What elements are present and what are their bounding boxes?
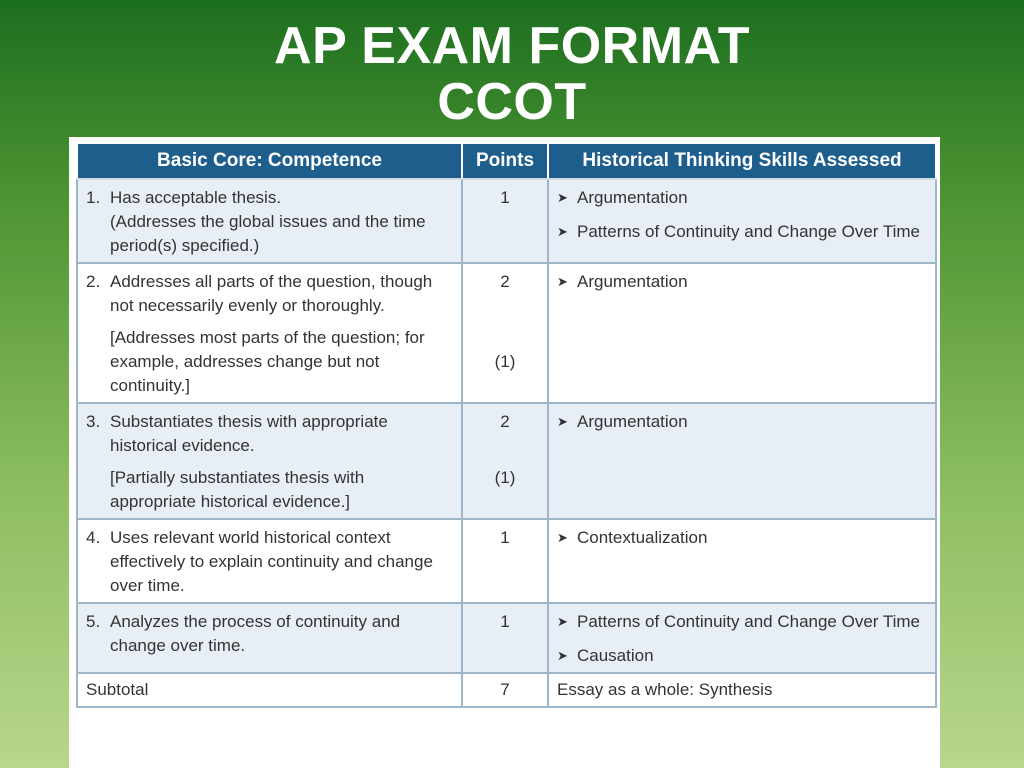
header-skills: Historical Thinking Skills Assessed	[548, 143, 936, 179]
points-cell	[462, 179, 548, 263]
skill-item	[557, 644, 927, 668]
item-number: 3.	[86, 412, 101, 431]
criterion-note: [Addresses most parts of the question; for example, addresses change but not continuity.]	[110, 328, 425, 395]
criterion-text: Addresses all parts of the question, though not necessarily evenly or thoroughly.	[110, 272, 433, 315]
subtotal-row	[77, 673, 936, 707]
criterion-text: Uses relevant world historical context effectively to explain continuity and change over time.	[110, 528, 433, 595]
item-number: 5.	[86, 612, 101, 631]
skill-item	[557, 220, 927, 244]
item-number: 4.	[86, 528, 101, 547]
criterion-cell	[77, 603, 462, 673]
skills-cell	[548, 403, 936, 519]
criterion-cell	[77, 263, 462, 403]
criterion-text: Substantiates thesis with appropriate historical evidence.	[110, 412, 388, 455]
header-row	[77, 143, 936, 179]
skill-label: Argumentation	[577, 412, 688, 431]
points-value: 2	[500, 272, 510, 291]
points-value: 1	[500, 188, 510, 207]
rubric-card	[69, 137, 940, 768]
points-cell	[462, 403, 548, 519]
skills-cell	[548, 179, 936, 263]
table-row	[77, 179, 936, 263]
subtotal-label: Subtotal	[77, 673, 462, 707]
item-number: 2.	[86, 272, 101, 291]
table-row	[77, 263, 936, 403]
slide-title	[0, 18, 1024, 130]
skill-item	[557, 410, 927, 434]
skill-label: Patterns of Continuity and Change Over Time	[577, 222, 921, 241]
rubric-table	[76, 142, 937, 708]
skill-item	[557, 526, 927, 550]
points-cell	[462, 263, 548, 403]
skill-label: Argumentation	[577, 188, 688, 207]
arrow-bullet-icon: ➤	[557, 190, 568, 205]
criterion-text: Analyzes the process of continuity and change over time.	[110, 612, 401, 655]
criterion-cell	[77, 179, 462, 263]
skill-item	[557, 270, 927, 294]
title-line-1: AP EXAM FORMAT	[274, 17, 750, 75]
skills-cell	[548, 519, 936, 603]
points-cell	[462, 519, 548, 603]
subtotal-skills: Essay as a whole: Synthesis	[548, 673, 936, 707]
criterion-text: Has acceptable thesis.	[110, 188, 282, 207]
item-number: 1.	[86, 188, 101, 207]
criterion-note: (Addresses the global issues and the time period(s) specified.)	[110, 212, 426, 255]
arrow-bullet-icon: ➤	[557, 414, 568, 429]
points-value: 1	[500, 528, 510, 547]
skill-item	[557, 186, 927, 210]
subtotal-points: 7	[462, 673, 548, 707]
table-row	[77, 403, 936, 519]
criterion-cell	[77, 519, 462, 603]
skill-label: Contextualization	[577, 528, 708, 547]
skill-label: Causation	[577, 646, 654, 665]
title-line-2: CCOT	[437, 73, 587, 131]
table-row	[77, 603, 936, 673]
arrow-bullet-icon: ➤	[557, 614, 568, 629]
arrow-bullet-icon: ➤	[557, 648, 568, 663]
arrow-bullet-icon: ➤	[557, 530, 568, 545]
skills-cell	[548, 263, 936, 403]
header-competence: Basic Core: Competence	[77, 143, 462, 179]
partial-points-value: (1)	[494, 468, 516, 487]
points-cell	[462, 603, 548, 673]
points-value: 1	[500, 612, 510, 631]
skill-item	[557, 610, 927, 634]
criterion-note: [Partially substantiates thesis with appropriate historical evidence.]	[110, 468, 365, 511]
partial-points-value: (1)	[494, 352, 516, 371]
arrow-bullet-icon: ➤	[557, 224, 568, 239]
points-value: 2	[500, 412, 510, 431]
criterion-cell	[77, 403, 462, 519]
skill-label: Patterns of Continuity and Change Over Time	[577, 612, 921, 631]
skills-cell	[548, 603, 936, 673]
skill-label: Argumentation	[577, 272, 688, 291]
header-points: Points	[462, 143, 548, 179]
table-row	[77, 519, 936, 603]
arrow-bullet-icon: ➤	[557, 274, 568, 289]
